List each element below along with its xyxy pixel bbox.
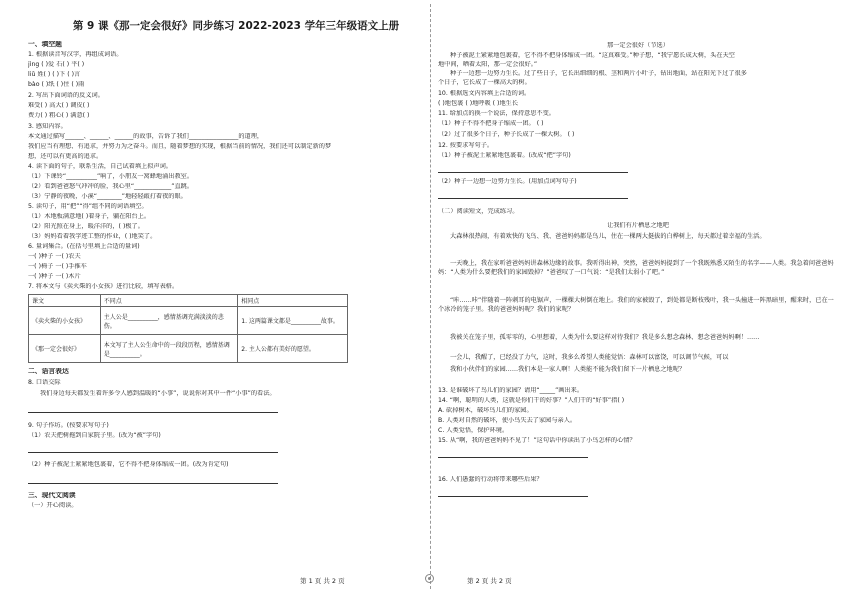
question-12: 12. 按要求写句子。 xyxy=(438,142,494,149)
reading-1-heading: （一）开心阅读。 xyxy=(28,502,78,509)
question-7: 7. 将本文与《卖火柴的小女孩》进行比较，填写表格。 xyxy=(28,283,179,290)
question-9: 9. 句子作坊。(按要求写句子) xyxy=(28,422,109,429)
passage-1-line-2b: 个日子，它长成了一棵高大的树。 xyxy=(438,79,531,86)
answer-line[interactable] xyxy=(438,172,628,173)
question-9-b: （2）种子被泥土紧紧地包裹着，它不得不把身体缩成一团。(改为肯定句) xyxy=(28,461,229,468)
comparison-table xyxy=(28,294,348,363)
question-8: 8. 口语交际 xyxy=(28,379,61,386)
table-header-similarity: 相同点 xyxy=(238,295,348,307)
question-8-a: 我们身边每天都发生着许多令人感到温暖的“小事”，说说你对其中一件“小事”的看法。 xyxy=(40,390,276,397)
table-row2-title: 《那一定会很好》 xyxy=(29,335,101,363)
table-row1-title: 《卖火柴的小女孩》 xyxy=(29,307,101,335)
question-5-b: （2）阳光照在身上，暖洋洋的，( )极了。 xyxy=(28,223,144,230)
question-12-a: （1）种子被泥土紧紧地包裹着。(改成“把”字句) xyxy=(438,152,571,159)
question-4-b: （2）看到爸爸怒气冲冲的脸，我心里“____________”直跳。 xyxy=(28,183,194,190)
passage-1-line-1a: 种子被泥土紧紧地包裹着，它不得不把身体缩成一团。“这真难受。”种子想，“我宁愿长成大树，头在天空 xyxy=(450,52,735,59)
question-16: 16. 人们愚蠢的行动将带来哪些后果？ xyxy=(438,476,543,483)
question-12-b: （2）种子一边想一边努力生长。(用加点词写句子) xyxy=(438,178,577,185)
question-14-option-b: B. 人类对自然的破坏，使小鸟失去了家园与亲人。 xyxy=(438,417,577,424)
question-13: 13. 是谁破坏了鸟儿们的家园？请用“_____”画出来。 xyxy=(438,387,584,394)
question-11: 11. 给加点的换一个说法，保持意思不变。 xyxy=(438,110,555,117)
question-5-c: （3）妈妈看着我字迹工整的作业，( )地笑了。 xyxy=(28,233,157,240)
question-6-b: 一( )椅子 一( )手推车 xyxy=(28,263,87,270)
question-11-a: （1）种子不得不把身子缩成一团。 ( ) xyxy=(438,120,544,127)
passage-2-paragraph-2: 一天晚上，我在家听爸爸妈妈讲森林边缘的故事。我听得出神，突然，爸爸妈妈提到了一个我既熟悉又陌生的名字——人类。我急着问爸爸妈妈：“人类为什么要把我们的家园毁掉？”爸爸叹了一口气说：“是我们太弱小了吧。” xyxy=(438,260,834,276)
answer-line[interactable] xyxy=(28,483,278,484)
binding-circle-icon xyxy=(425,574,434,583)
question-14-option-a: A. 砍掉树木，破坏鸟儿们的家园。 xyxy=(438,407,533,414)
reading-2-heading: （二）阅读短文，完成练习。 xyxy=(438,208,519,215)
question-3: 3. 感知内容。 xyxy=(28,123,67,130)
passage-2-paragraph-3: “咔……咔”伴随着一阵刺耳的电锯声，一棵棵大树倒在地上。我们的家被毁了，到处都是断枝残叶，我一头撞进一阵黑暗里，醒来时，已在一个冰冷的笼子里。我的爸爸妈妈呢？我们的家呢？ xyxy=(438,297,834,313)
column-divider xyxy=(430,4,431,589)
page-number-right: 第 2 页 共 2 页 xyxy=(467,577,512,585)
answer-line[interactable] xyxy=(438,496,588,497)
answer-line[interactable] xyxy=(28,452,278,453)
question-4-a: （1）下课铃“__________”响了，小朋友一窝蜂地涌出教室。 xyxy=(28,173,194,180)
pinyin-row-3: bào ( )纸 ( )住 ( )雨 xyxy=(28,81,85,88)
page-number-left: 第 1 页 共 2 页 xyxy=(300,577,345,585)
table-header-difference: 不同点 xyxy=(100,295,238,307)
question-2: 2. 写出下面词语的反义词。 xyxy=(28,92,104,99)
question-4: 4. 读下面的句子，联系生活，自己试着填上拟声词。 xyxy=(28,163,172,170)
question-3-line-b: 我们应当有理想、有追求，并努力为之奋斗。而且，随着梦想的实现，根据当前的情况，我们还可以制定新的梦 xyxy=(28,143,332,150)
question-3-line-c: 想，还可以有更高的追求。 xyxy=(28,153,103,160)
question-15: 15. 从“啊，我的爸爸妈妈不见了！”这句话中你读出了小鸟怎样的心情？ xyxy=(438,437,636,444)
question-6: 6. 量词集合。(在括号里填上合适的量词) xyxy=(28,243,140,250)
passage-2-paragraph-5: 一会儿，我醒了，已经没了力气，这时，我多么希望人类能觉悟：森林可以富饶，可以调节气候，可以 xyxy=(450,354,729,361)
antonym-row-1: 难受( ) 高大( ) 调皮( ) xyxy=(28,102,90,109)
table-row2-similarity: 2. 主人公都有美好的愿望。 xyxy=(238,335,348,363)
answer-line[interactable] xyxy=(438,457,588,458)
question-14-option-c: C. 人类觉悟，保护环境。 xyxy=(438,427,509,434)
question-14: 14. “啊，聪明的人类，这就是你们干的好事？”人们干的“好事”指( ) xyxy=(438,397,625,404)
table-header-text: 课文 xyxy=(29,295,101,307)
question-6-a: 一( )种子 一( )农夫 xyxy=(28,253,81,260)
question-10-a: ( )地包裹 ( )地呼吸 ( )地生长 xyxy=(438,100,519,107)
pinyin-row-2: liǔ 姓( ) ( )下 ( )言 xyxy=(28,71,81,78)
question-5: 5. 读句子，用“把”“得”组不同的词语填空。 xyxy=(28,203,148,210)
section-3-heading: 三、现代文阅读 xyxy=(28,492,76,499)
answer-line[interactable] xyxy=(438,198,628,199)
question-11-b: （2）过了很多个日子，种子长成了一棵大树。 ( ) xyxy=(438,131,575,138)
question-4-c: （3）宁静的夜晚，小溪“________”地轻轻敲打着夜的眼。 xyxy=(28,193,187,200)
passage-1-title: 那一定会很好（节选） xyxy=(607,42,669,49)
answer-line[interactable] xyxy=(28,412,278,413)
passage-2-paragraph-1: 大森林很热闹，有着欢快的飞鸟、我、爸爸妈妈都是鸟儿，住在一棵两大挺拔的白桦树上，每天都过着幸福的生活。 xyxy=(450,233,766,240)
worksheet-title: 第 9 课《那一定会很好》同步练习 2022-2023 学年三年级语文上册 xyxy=(72,20,400,32)
section-1-heading: 一、填空题 xyxy=(28,41,62,48)
question-1: 1. 根据读音写汉字，再组成词语。 xyxy=(28,51,123,58)
passage-2-title: 让我们有片栖息之地吧 xyxy=(607,222,669,229)
antonym-row-2: 费力( ) 粗心( ) 满意( ) xyxy=(28,112,90,119)
passage-2-paragraph-6: 我和小伙伴们的家园……我们本是一家人啊！人类能不能为我们留下一片栖息之地呢？ xyxy=(450,366,686,373)
passage-2-paragraph-4: 我被关在笼子里，孤零零的，心里想着，人类为什么要这样对待我们？我是多么想念森林、想念爸爸妈妈啊！…… xyxy=(450,334,760,341)
passage-1-line-1b: 地中间，晒着太阳，那一定会很好。” xyxy=(438,61,538,68)
question-5-a: （1）木地板满意地( )着身子，躺在阳台上。 xyxy=(28,213,151,220)
question-3-line-a: 本文通过描写______、______、______的故事，告诉了我们________________的道理， xyxy=(28,133,264,140)
question-10: 10. 根据选文内容填上合适的词。 xyxy=(438,90,531,97)
pinyin-row-1: jìng ( )爱 石( ) 平( ) xyxy=(28,61,85,68)
table-row2-difference: 本文写了主人公生命中的一段段历程，感情基调是__________。 xyxy=(100,335,238,363)
table-row1-similarity: 1. 这两篇课文都是__________故事。 xyxy=(238,307,348,335)
question-9-a: （1）农夫把树拖到自家院子里。(改为“被”字句) xyxy=(28,432,161,439)
question-6-c: 一( )种子 一( )木片 xyxy=(28,273,81,280)
section-2-heading: 二、语言表达 xyxy=(28,368,69,375)
table-row1-difference: 主人公是__________，感情基调充满淡淡的悲伤。 xyxy=(100,307,238,335)
passage-1-line-2a: 种子一边想一边努力生长。过了些日子，它长出细细的根、茎和两片小叶子，钻出地面，站在阳光下过了很多 xyxy=(450,70,747,77)
